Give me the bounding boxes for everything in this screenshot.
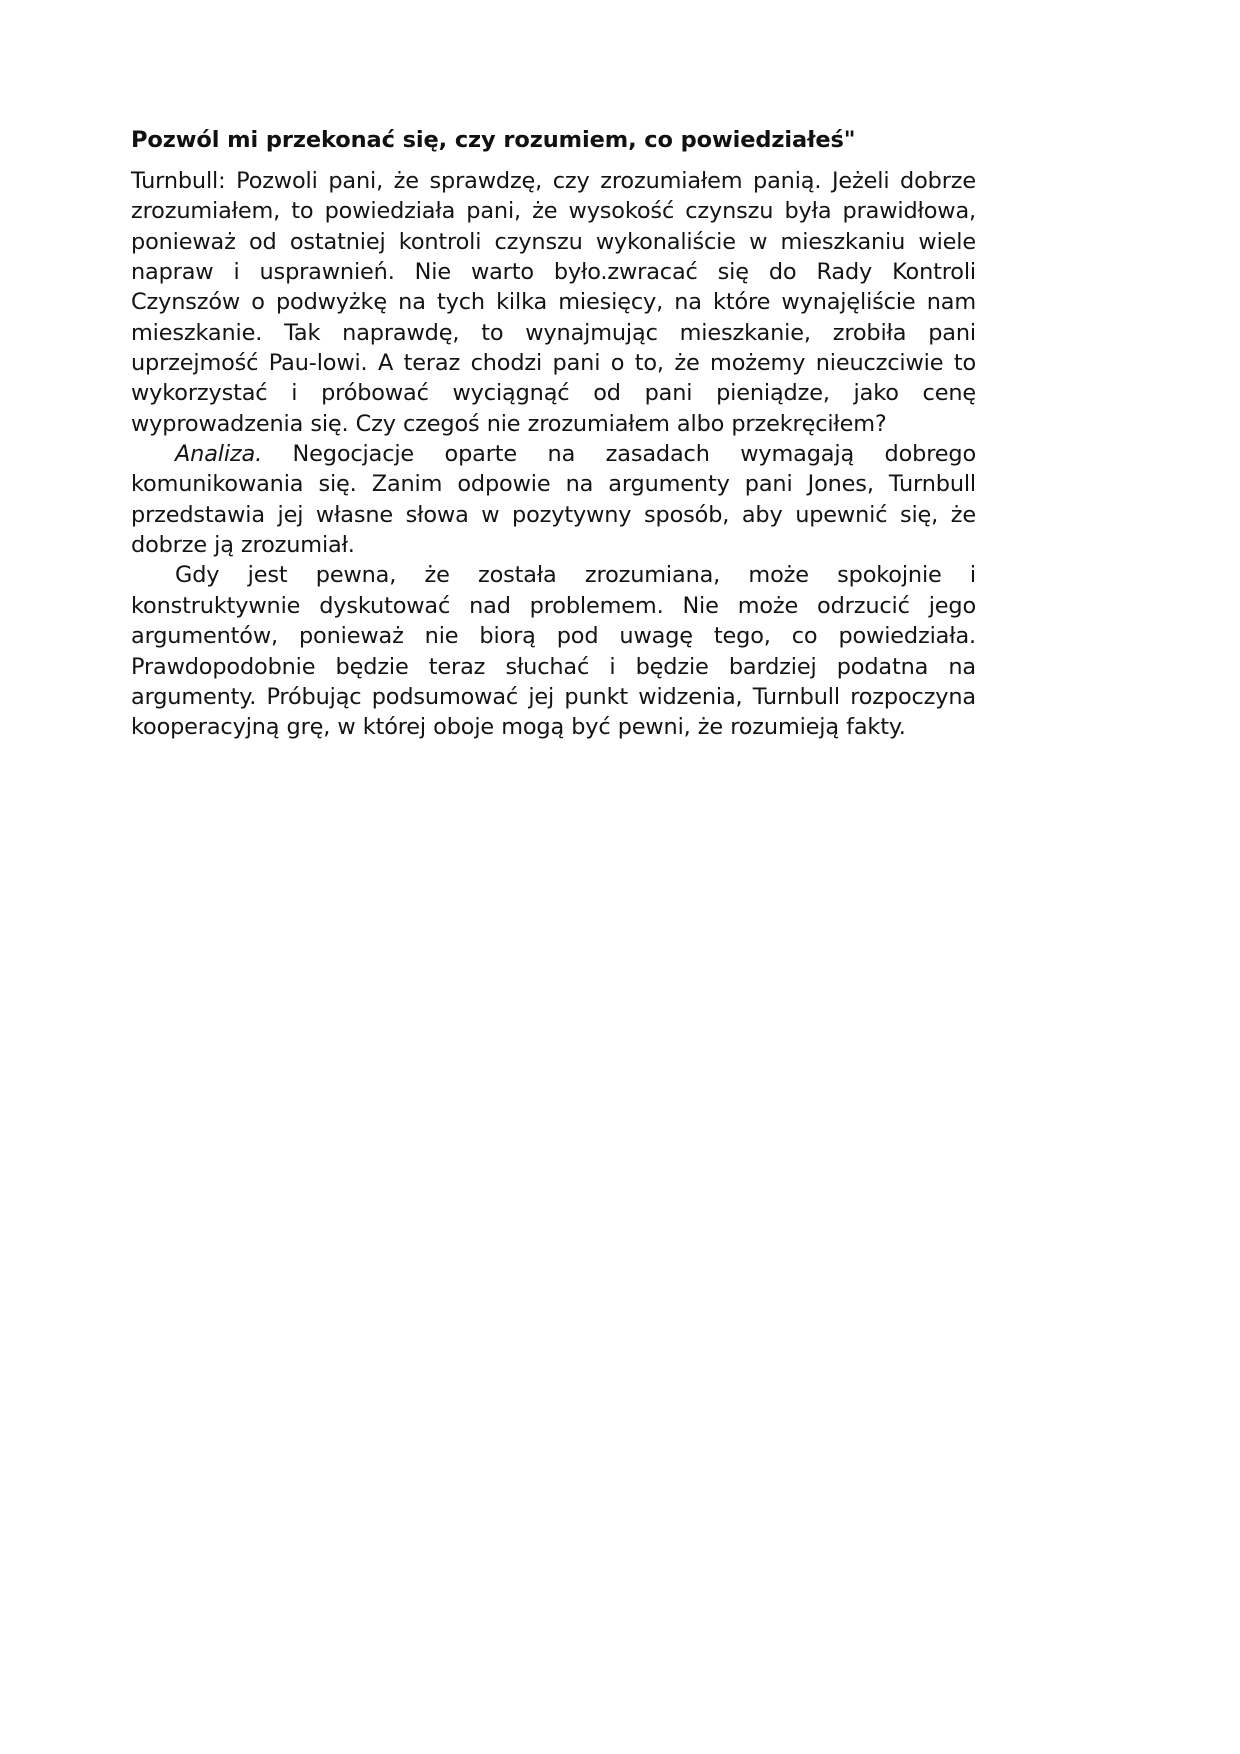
paragraph-dialog-turnbull: Turnbull: Pozwoli pani, że sprawdzę, czy zrozumiałem panią. Jeżeli dobrze zrozumiałem, to powiedziała pani, że wysokość czynszu była prawidłowa, ponieważ od ostatniej kontroli czynszu wykonaliście w mieszkaniu wiele napraw i usprawnień. Nie warto było.zwracać się do Rady Kontroli Czynszów o podwyżkę na tych kilka miesięcy, na które wynajęliście nam mieszkanie. Tak naprawdę, to wynajmując mieszkanie, zrobiła pani uprzejmość Pau-lowi. A teraz chodzi pani o to, że możemy nieuczciwie to wykorzystać i próbować wyciągnąć od pani pieniądze, jako cenę wyprowadzenia się. Czy czegoś nie zrozumiałem albo przekręciłem? (131, 167, 976, 437)
analiza-label: Analiza. (175, 441, 263, 468)
page-title: Pozwól mi przekonać się, czy rozumiem, co powiedziałeś" (131, 127, 856, 153)
analiza-body: Negocjacje oparte na zasadach wymagają dobrego komunikowania się. Zanim odpowie na argumenty pani Jones, Turnbull przedstawia jej własne słowa w pozytywny sposób, aby upewnić się, że dobrze ją zrozumiał. (131, 441, 976, 559)
paragraph-wniosek: Gdy jest pewna, że została zrozumiana, może spokojnie i konstruktywnie dyskutować nad problemem. Nie może odrzucić jego argumentów, ponieważ nie biorą pod uwagę tego, co powiedziała. Prawdopodobnie będzie teraz słuchać i będzie bardziej podatna na argumenty. Próbując podsumować jej punkt widzenia, Turnbull rozpoczyna kooperacyjną grę, w której oboje mogą być pewni, że rozumieją fakty. (131, 562, 976, 741)
paragraph-analiza (131, 439, 976, 560)
text-column (131, 126, 976, 743)
